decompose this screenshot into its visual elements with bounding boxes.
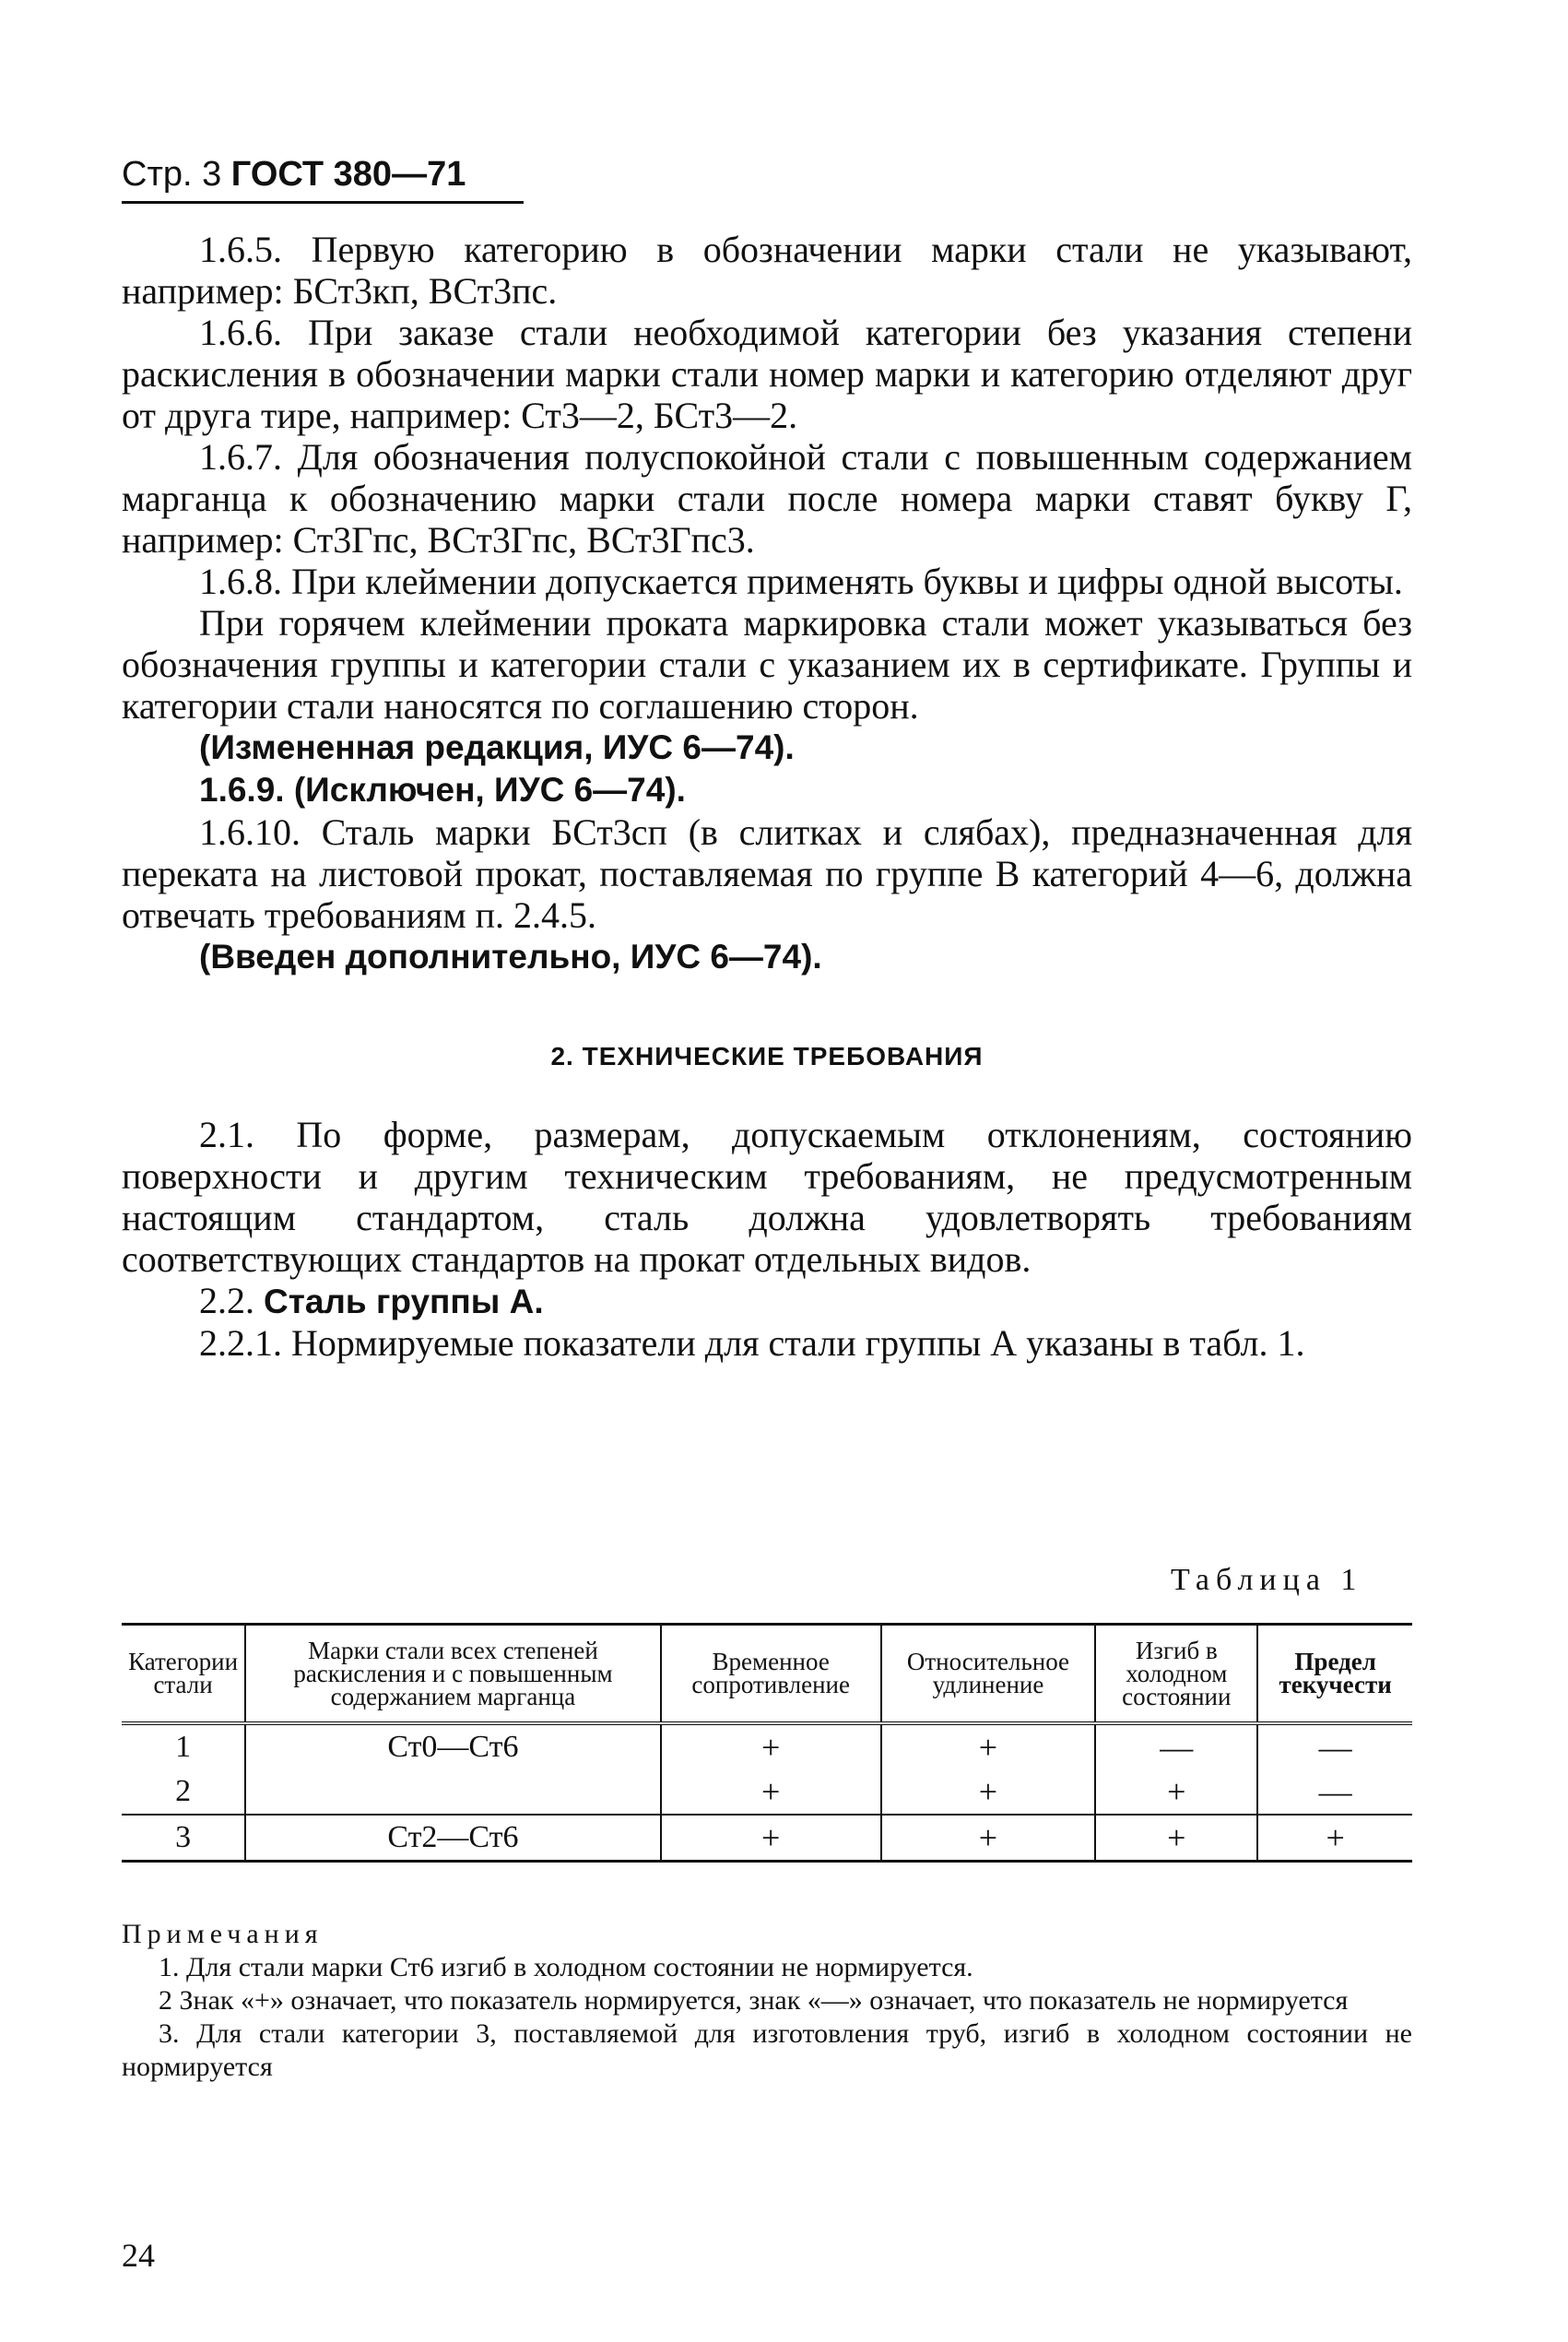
cell-category: 3 (175, 1820, 192, 1854)
cell-yield: — (1257, 1769, 1412, 1815)
table-label: Таблица 1 (1171, 1563, 1363, 1597)
paragraph-hot-marking: При горячем клеймении проката маркировка стали может указываться без обозначения группы и категории стали с указанием их в сертификате. Группы и категории стали наносятся по соглашению сторон. (122, 602, 1412, 727)
cell-yield: + (1257, 1815, 1412, 1862)
table-row (122, 1723, 1412, 1769)
col-header-category: Категории стали (128, 1648, 239, 1698)
section-title: 2. ТЕХНИЧЕСКИЕ ТРЕБОВАНИЯ (550, 1042, 984, 1070)
note-item: 3. Для стали категории 3, поставляемой для изготовления труб, изгиб в холодном состоянии не нормируется (122, 2018, 1412, 2082)
table-header-row (122, 1625, 1412, 1724)
cell-yield: — (1257, 1723, 1412, 1769)
paragraph-2-2 (122, 1280, 1412, 1322)
notes-heading: Примечания (122, 1919, 324, 1949)
cell-elongation: + (881, 1723, 1096, 1769)
note-item: 2 Знак «+» означает, что показатель нормируется, знак «—» означает, что показатель не нормируется (159, 1985, 1349, 2016)
amendment-note-2: (Введен дополнительно, ИУС 6—74). (199, 938, 822, 976)
cell-elongation: + (881, 1815, 1096, 1862)
cell-bend: + (1095, 1815, 1257, 1862)
col-header-bend: Изгиб в холодном состоянии (1095, 1625, 1257, 1724)
page-number: 24 (122, 2237, 155, 2274)
cell-grades (245, 1769, 661, 1815)
cell-grades: Ст2—Ст6 (245, 1815, 661, 1862)
cell-grades: Ст0—Ст6 (245, 1723, 661, 1769)
table-row (122, 1769, 1412, 1815)
paragraph-1-6-6: 1.6.6. При заказе стали необходимой категории без указания степени раскисления в обозначении марки стали номер марки и категорию отделяют друг от друга тире, например: Ст3—2, БСт3—2. (122, 312, 1412, 436)
table-notes (122, 1918, 1412, 2084)
paragraph-1-6-9: 1.6.9. (Исключен, ИУС 6—74). (199, 771, 686, 809)
gost-number: ГОСТ 380—71 (230, 155, 466, 194)
paragraph-2-2-number: 2.2. (199, 1280, 254, 1321)
table-row (122, 1815, 1412, 1862)
paragraph-1-6-8: 1.6.8. При клеймении допускается применять буквы и цифры одной высоты. (199, 561, 1403, 602)
cell-tensile: + (661, 1723, 881, 1769)
paragraph-2-2-1: 2.2.1. Нормируемые показатели для стали группы А указаны в табл. 1. (199, 1322, 1305, 1364)
paragraph-1-6-10: 1.6.10. Сталь марки БСт3сп (в слитках и слябах), предназначенная для переката на листовой прокат, поставляемая по группе В категорий 4—6, должна отвечать требованиям п. 2.4.5. (122, 811, 1412, 936)
col-header-grades: Марки стали всех степеней раскисления и с повышенным содержанием марганца (245, 1625, 661, 1724)
paragraph-1-6-5: 1.6.5. Первую категорию в обозначении марки стали не указывают, например: БСт3кп, ВСт3пс. (122, 229, 1412, 312)
cell-bend: + (1095, 1769, 1257, 1815)
page-label: Стр. 3 (122, 155, 222, 194)
cell-bend: — (1095, 1723, 1257, 1769)
amendment-note-1: (Измененная редакция, ИУС 6—74). (199, 728, 795, 766)
cell-category: 2 (175, 1774, 192, 1808)
header-rule (122, 201, 524, 204)
paragraph-2-1: 2.1. По форме, размерам, допускаемым отклонениям, состоянию поверхности и другим техническим требованиям, не предусмотренным настоящим стандартом, сталь должна удовлетворять требованиям соответствующих стандартов на прокат отдельных видов. (122, 1114, 1412, 1280)
col-header-elongation: Относительное удлинение (881, 1625, 1096, 1724)
cell-tensile: + (661, 1815, 881, 1862)
body-text (122, 229, 1412, 1364)
paragraph-1-6-7: 1.6.7. Для обозначения полуспокойной стали с повышенным содержанием марганца к обозначению марки стали после номера марки ставят букву Г, например: Ст3Гпс, ВСт3Гпс, ВСт3Гпс3. (122, 436, 1412, 561)
col-header-tensile: Временное сопротивление (661, 1625, 881, 1724)
paragraph-2-2-title: Сталь группы А. (264, 1283, 544, 1320)
cell-elongation: + (881, 1769, 1096, 1815)
col-header-yield: Предел текучести (1257, 1625, 1412, 1724)
cell-category: 1 (175, 1730, 192, 1764)
note-item: 1. Для стали марки Ст6 изгиб в холодном состоянии не нормируется. (159, 1952, 973, 1982)
page-header (122, 155, 466, 195)
cell-tensile: + (661, 1769, 881, 1815)
steel-category-table (122, 1623, 1412, 1863)
